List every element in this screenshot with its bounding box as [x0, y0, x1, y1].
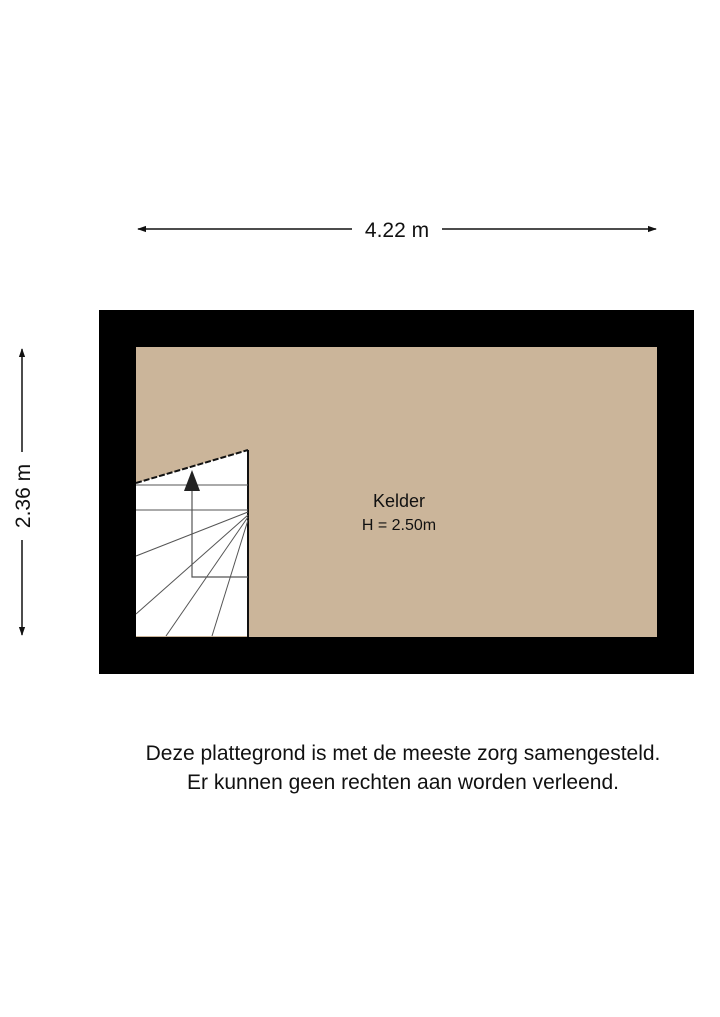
disclaimer-line-2: Er kunnen geen rechten aan worden verleend.: [187, 771, 619, 794]
disclaimer-line-1: Deze plattegrond is met de meeste zorg samengesteld.: [145, 742, 661, 765]
width-dimension-label: 4.22 m: [364, 219, 430, 242]
height-dimension: [12, 349, 35, 635]
room-name-label: Kelder: [372, 491, 426, 511]
staircase: [136, 450, 248, 637]
room-height-label: H = 2.50m: [361, 517, 437, 534]
height-dimension-label: 2.36 m: [12, 463, 35, 529]
width-dimension: [138, 219, 656, 242]
disclaimer: [0, 739, 720, 797]
